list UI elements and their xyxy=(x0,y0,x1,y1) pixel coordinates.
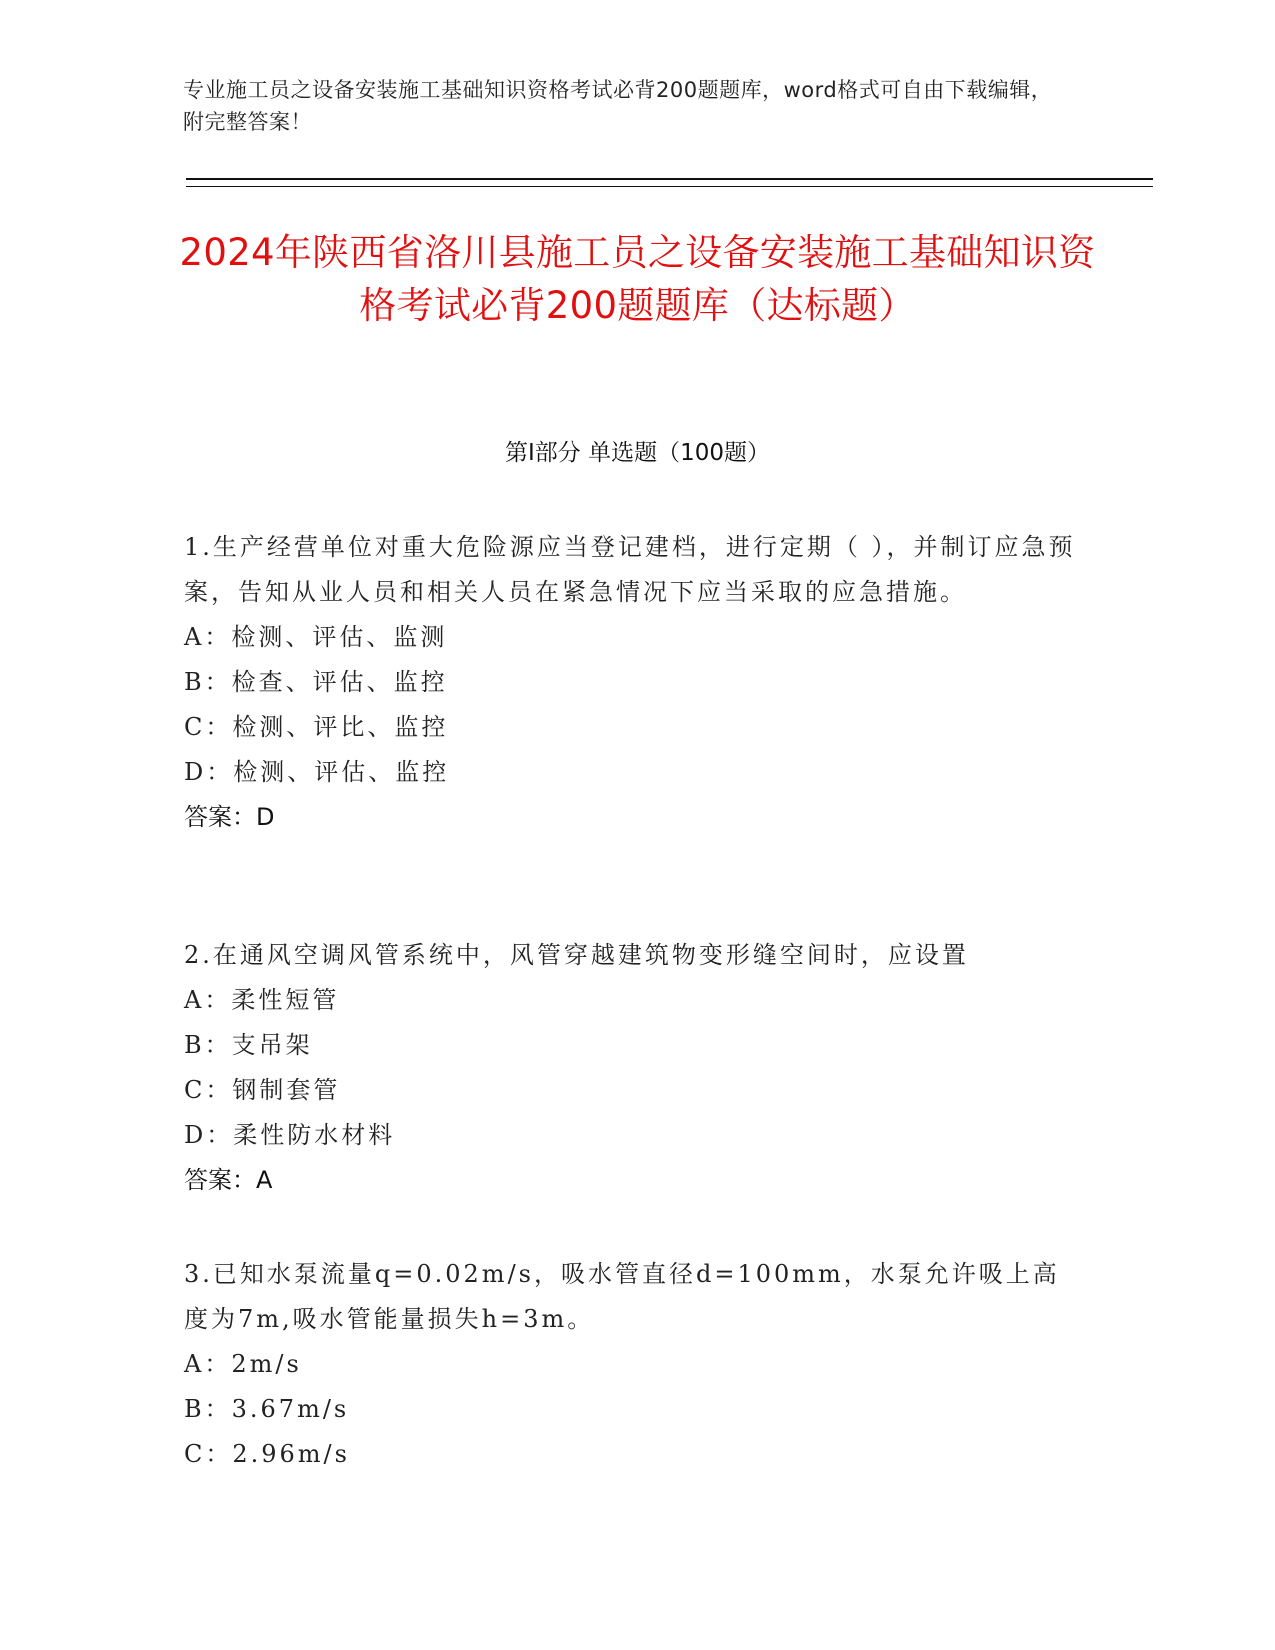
question-1 xyxy=(184,525,1079,840)
header-rule-thin xyxy=(186,186,1153,187)
question-stem: 1.生产经营单位对重大危险源应当登记建档，进行定期（ ），并制订应急预案，告知从业人员和相关人员在紧急情况下应当采取的应急措施。 xyxy=(184,533,1076,606)
option-b: B：检查、评估、监控 xyxy=(184,668,448,696)
question-stem: 2.在通风空调风管系统中，风管穿越建筑物变形缝空间时，应设置 xyxy=(184,941,969,969)
answer: 答案：A xyxy=(184,1166,273,1194)
option-d: D：柔性防水材料 xyxy=(184,1121,396,1149)
question-2 xyxy=(184,933,1079,1203)
option-b: B：支吊架 xyxy=(184,1031,313,1059)
option-c: C：2.96m/s xyxy=(184,1440,350,1468)
option-c: C：钢制套管 xyxy=(184,1076,341,1104)
section-heading: 第I部分 单选题（100题） xyxy=(505,440,770,466)
question-stem: 3.已知水泵流量q=0.02m/s，吸水管直径d=100mm，水泵允许吸上高度为7m,吸水管能量损失h=3m。 xyxy=(184,1260,1060,1333)
option-a: A：2m/s xyxy=(184,1350,302,1378)
header-rule-thick xyxy=(186,178,1153,180)
option-c: C：检测、评比、监控 xyxy=(184,713,449,741)
option-a: A：柔性短管 xyxy=(184,986,340,1014)
option-a: A：检测、评估、监测 xyxy=(184,623,448,651)
header-note: 专业施工员之设备安装施工基础知识资格考试必背200题题库，word格式可自由下载编辑，附完整答案！ xyxy=(183,78,1053,134)
question-3 xyxy=(184,1252,1079,1477)
option-b: B：3.67m/s xyxy=(184,1395,350,1423)
option-d: D：检测、评估、监控 xyxy=(184,758,450,786)
answer: 答案：D xyxy=(184,803,275,831)
document-title: 2024年陕西省洛川县施工员之设备安装施工基础知识资格考试必背200题题库（达标题） xyxy=(179,231,1096,327)
